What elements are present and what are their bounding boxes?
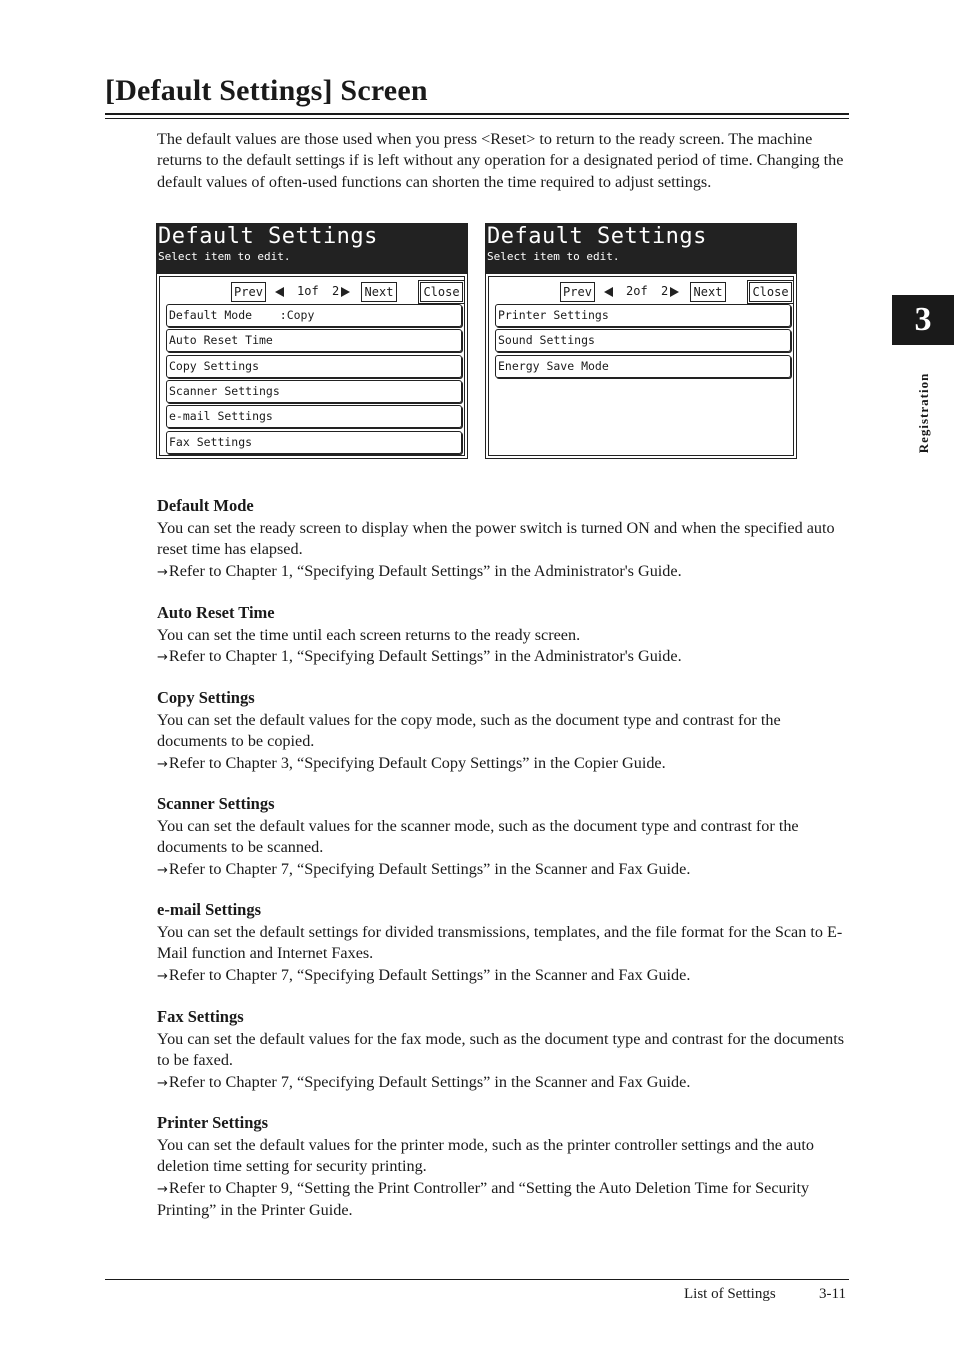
lcd-body [159, 276, 465, 456]
next-button[interactable]: Next [690, 282, 726, 302]
section-heading: e-mail Settings [157, 900, 262, 919]
page-indicator-current: 1of [297, 284, 319, 298]
section-body: You can set the time until each screen returns to the ready screen. [157, 626, 581, 644]
menu-item-sound-settings[interactable]: Sound Settings [495, 329, 791, 352]
section-reference [157, 561, 849, 583]
prev-button[interactable]: Prev [560, 282, 595, 302]
section-email-settings [157, 899, 849, 987]
reference-text: Refer to Chapter 1, “Specifying Default Settings” in the Administrator's Guide. [168, 561, 682, 580]
section-fax-settings [157, 1006, 849, 1094]
menu-item-scanner-settings[interactable]: Scanner Settings [166, 380, 462, 403]
lcd-screen-page-2 [485, 223, 797, 459]
section-printer-settings [157, 1112, 849, 1221]
title-rule-thin [105, 118, 849, 119]
section-auto-reset-time [157, 602, 849, 669]
menu-item-energy-save-mode[interactable]: Energy Save Mode [495, 355, 791, 378]
section-body: You can set the default settings for divided transmissions, templates, and the file format for the Scan to E-Mail function and Internet Faxes. [157, 923, 843, 963]
arrow-right-icon: → [157, 1075, 168, 1091]
menu-item-copy-settings[interactable]: Copy Settings [166, 355, 462, 378]
arrow-right-icon: → [157, 968, 168, 984]
section-copy-settings [157, 687, 849, 775]
reference-text: Refer to Chapter 1, “Specifying Default Settings” in the Administrator's Guide. [168, 647, 682, 666]
menu-item-printer-settings[interactable]: Printer Settings [495, 304, 791, 327]
arrow-right-icon: → [157, 1181, 168, 1197]
footer-rule [105, 1279, 849, 1280]
intro-paragraph: The default values are those used when you press <Reset> to return to the ready screen. The machine returns to the default settings if is left without any operation for a designated period of time. Changing the default values of often-used functions can shorten the time required to adjust settings. [157, 130, 844, 191]
page-number: 3-11 [819, 1286, 846, 1302]
section-scanner-settings [157, 793, 849, 881]
section-body: You can set the default values for the scanner mode, such as the document type and contrast for the documents to be scanned. [157, 817, 799, 857]
arrow-right-icon: → [157, 756, 168, 772]
reference-text: Refer to Chapter 7, “Specifying Default Settings” in the Scanner and Fax Guide. [168, 1072, 691, 1091]
close-button[interactable]: Close [749, 282, 792, 302]
lcd-header [486, 224, 796, 274]
section-reference [157, 965, 849, 987]
page-title: [Default Settings] Screen [105, 74, 428, 107]
menu-item-default-mode[interactable]: Default Mode :Copy [166, 304, 462, 327]
prev-arrow-icon [275, 287, 284, 297]
reference-text: Refer to Chapter 3, “Specifying Default Copy Settings” in the Copier Guide. [168, 753, 666, 772]
section-heading: Scanner Settings [157, 794, 275, 813]
next-button[interactable]: Next [361, 282, 397, 302]
reference-text: Refer to Chapter 9, “Setting the Print Controller” and “Setting the Auto Deletion Time for Security Printing” in the Printer Guide. [157, 1178, 810, 1219]
lcd-title: Default Settings [158, 224, 378, 249]
reference-text: Refer to Chapter 7, “Specifying Default Settings” in the Scanner and Fax Guide. [168, 965, 691, 984]
lcd-header [157, 224, 467, 274]
lcd-subtitle: Select item to edit. [487, 250, 620, 263]
section-body: You can set the ready screen to display when the power switch is turned ON and when the specified auto reset time has elapsed. [157, 519, 835, 559]
next-arrow-icon [341, 287, 350, 297]
arrow-right-icon: → [157, 862, 168, 878]
page-indicator-current: 2of [626, 284, 648, 298]
arrow-right-icon: → [157, 564, 168, 580]
title-rule [105, 113, 849, 115]
arrow-right-icon: → [157, 650, 168, 666]
section-default-mode [157, 495, 849, 583]
menu-item-email-settings[interactable]: e-mail Settings [166, 405, 462, 428]
page-indicator-total: 2 [332, 284, 340, 298]
close-button[interactable]: Close [420, 282, 463, 302]
footer-section-title: List of Settings [684, 1286, 776, 1302]
section-heading: Printer Settings [157, 1113, 269, 1132]
section-heading: Auto Reset Time [157, 603, 275, 622]
chapter-label: Registration [916, 372, 931, 454]
chapter-tab: 3 [892, 295, 954, 345]
next-arrow-icon [670, 287, 679, 297]
prev-arrow-icon [604, 287, 613, 297]
section-heading: Default Mode [157, 496, 254, 515]
menu-item-fax-settings[interactable]: Fax Settings [166, 431, 462, 454]
section-body: You can set the default values for the fax mode, such as the document type and contrast for the documents to be faxed. [157, 1030, 845, 1070]
section-reference [157, 646, 849, 668]
section-reference [157, 753, 849, 775]
lcd-subtitle: Select item to edit. [158, 250, 291, 263]
lcd-title: Default Settings [487, 224, 707, 249]
page-indicator-total: 2 [661, 284, 669, 298]
section-reference [157, 1072, 849, 1094]
reference-text: Refer to Chapter 7, “Specifying Default Settings” in the Scanner and Fax Guide. [168, 859, 691, 878]
section-heading: Copy Settings [157, 688, 255, 707]
lcd-screen-page-1 [156, 223, 468, 459]
section-reference [157, 1178, 837, 1222]
menu-item-auto-reset-time[interactable]: Auto Reset Time [166, 329, 462, 352]
section-heading: Fax Settings [157, 1007, 244, 1026]
section-body: You can set the default values for the copy mode, such as the document type and contrast for the documents to be copied. [157, 711, 781, 751]
prev-button[interactable]: Prev [231, 282, 266, 302]
section-reference [157, 859, 849, 881]
section-body: You can set the default values for the printer mode, such as the printer controller settings and the auto deletion time setting for security printing. [157, 1136, 814, 1176]
lcd-body [488, 276, 794, 456]
